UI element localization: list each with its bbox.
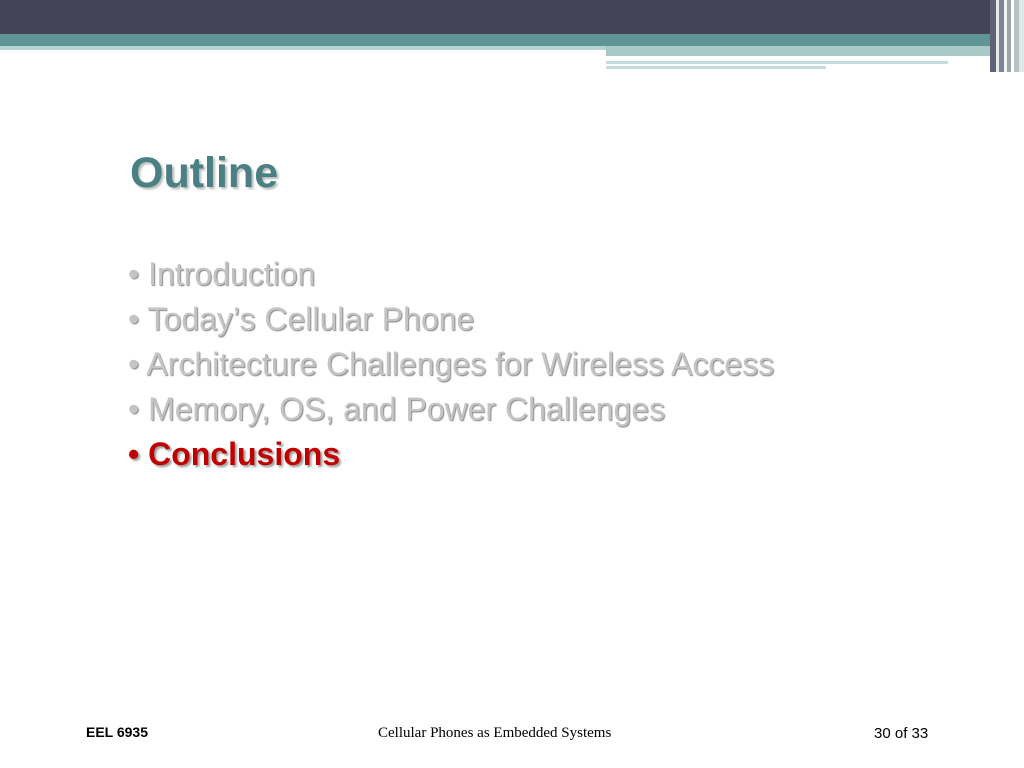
header-teal-bar <box>0 34 1024 46</box>
outline-item-memory-os-power: • Memory, OS, and Power Challenges <box>128 391 666 427</box>
header-dark-bar <box>0 0 1024 34</box>
slide-title: Outline <box>130 149 279 197</box>
header-step-bar <box>606 46 1006 56</box>
outline-item-cellular-phone: • Today’s Cellular Phone <box>128 301 475 337</box>
header-accent-line <box>606 66 826 69</box>
outline-item-introduction: • Introduction <box>128 256 316 292</box>
header-accent-line <box>606 61 948 64</box>
outline-item-architecture: • Architecture Challenges for Wireless Access <box>128 346 775 382</box>
header-accent-line <box>606 56 948 59</box>
header-light-bar <box>0 46 606 50</box>
footer-presentation-title: Cellular Phones as Embedded Systems <box>378 725 612 741</box>
footer-course: EEL 6935 <box>86 724 149 740</box>
outline-list <box>128 252 774 477</box>
outline-item-conclusions: • Conclusions <box>128 436 341 472</box>
footer-page-number: 30 of 33 <box>874 725 929 742</box>
header-vertical-stripes <box>990 0 1024 72</box>
